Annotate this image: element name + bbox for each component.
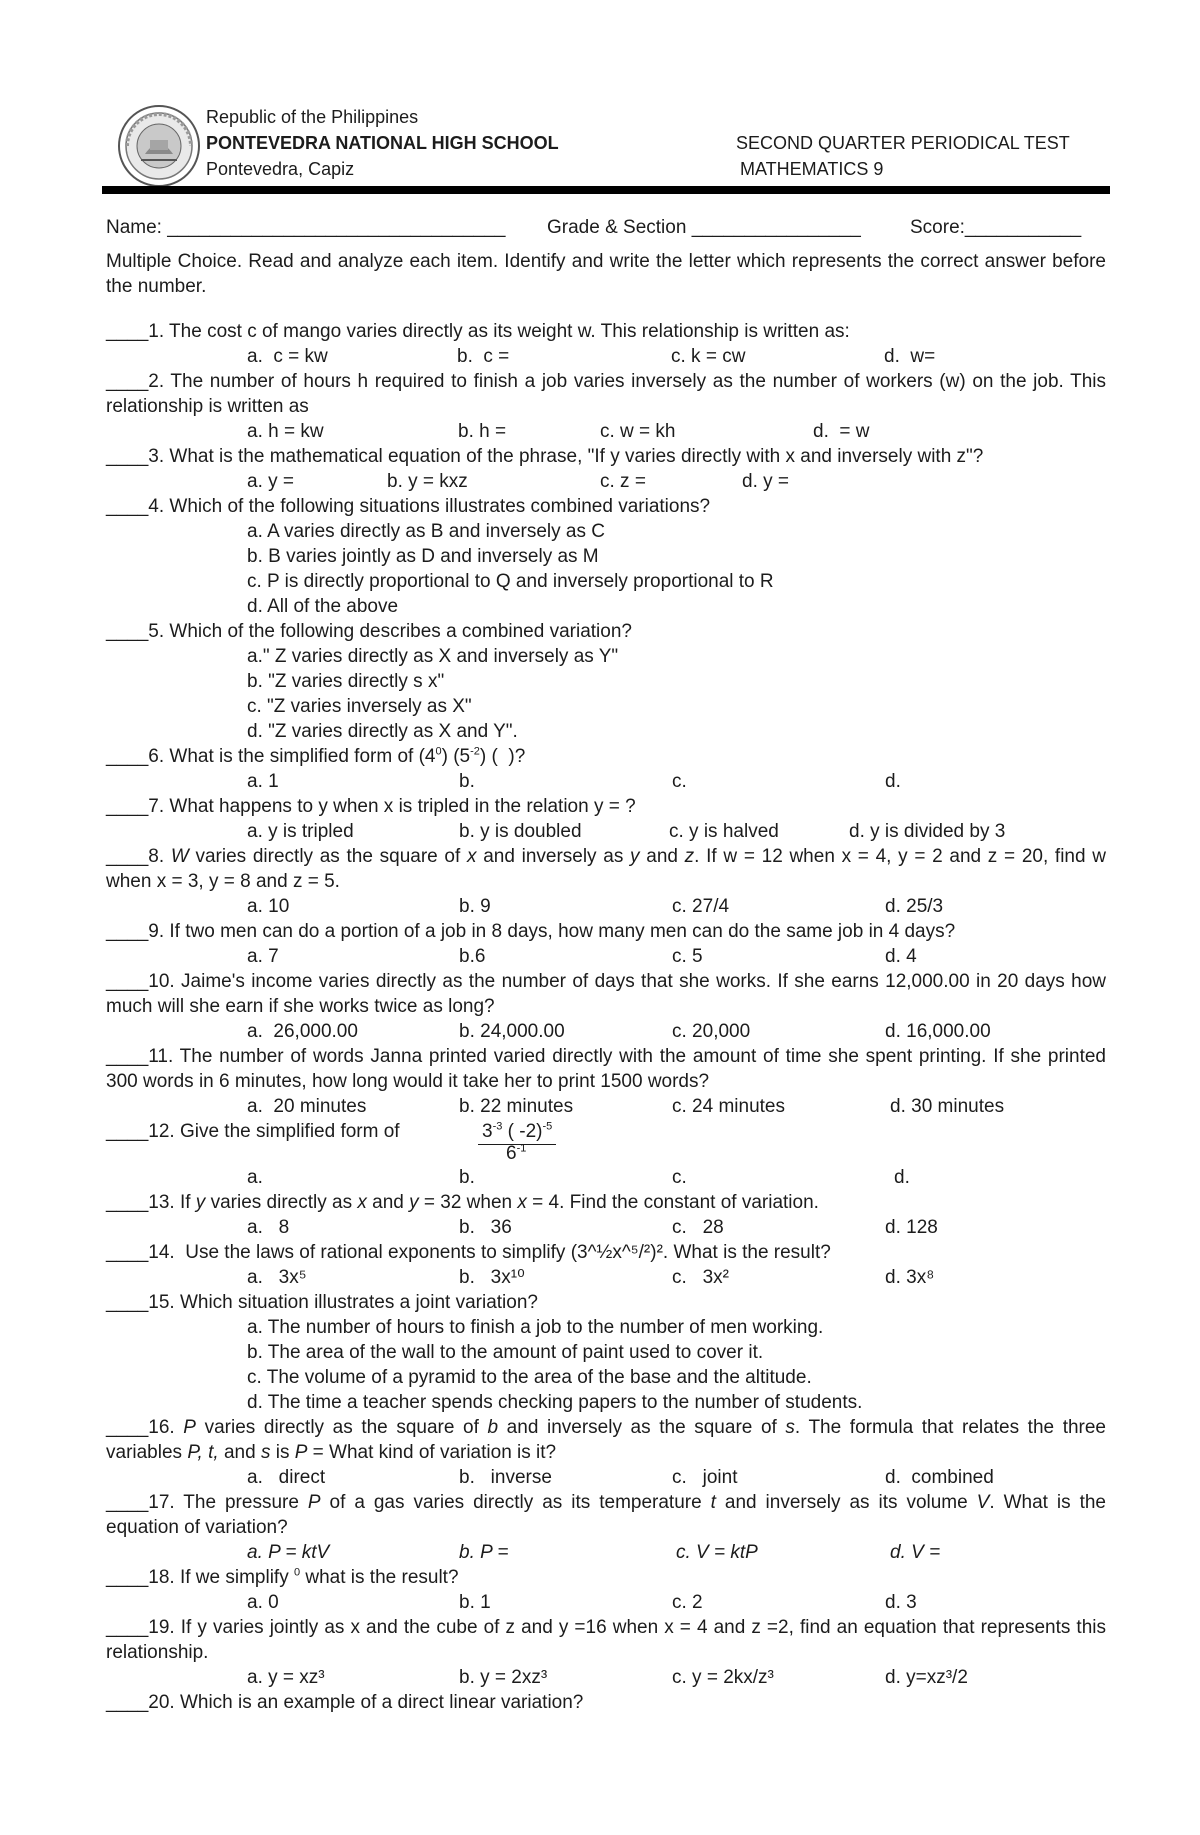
option-c: c. "Z varies inversely as X" <box>247 696 472 717</box>
option-c: c. <box>672 771 687 792</box>
school-address: Pontevedra, Capiz <box>206 159 355 179</box>
q16-var-p: P <box>183 1417 196 1438</box>
question-8 <box>106 844 1106 894</box>
options-3 <box>106 469 1106 494</box>
option-a: a." Z varies directly as X and inversely as Y" <box>247 646 619 667</box>
q17-text-3: and inversely as its volume <box>715 1492 977 1513</box>
question-17 <box>106 1490 1106 1540</box>
q8-var-y: y <box>630 846 640 867</box>
q6-text-2: ) (5 <box>441 746 471 767</box>
option-a: a. The number of hours to finish a job to the number of men working. <box>247 1317 824 1338</box>
option-c: c. k = cw <box>671 346 746 367</box>
option-b: b. 24,000.00 <box>459 1021 565 1042</box>
question-9: ____9. If two men can do a portion of a job in 8 days, how many men can do the same job in 4 days? <box>106 921 956 942</box>
question-15: ____15. Which situation illustrates a joint variation? <box>106 1292 538 1313</box>
option-c: c. P is directly proportional to Q and inversely proportional to R <box>247 571 774 592</box>
option-b: b. <box>459 1167 475 1188</box>
option-b: b. 3x¹⁰ <box>459 1267 525 1288</box>
q12-denominator <box>506 1141 526 1166</box>
q13-var-x2: x <box>517 1192 527 1213</box>
question-11: ____11. The number of words Janna printed varied directly with the amount of time she spent printing. If she printed 300 words in 6 minutes, how long would it take her to print 1500 words? <box>106 1046 1106 1092</box>
question-6 <box>106 744 1106 769</box>
option-a: a. 10 <box>247 896 290 917</box>
school-info <box>206 104 559 182</box>
q8-text-5: . If w = 12 when x = 4, y = 2 and z = 20, find w when x = 3, y = 8 and z = 5. <box>106 846 1106 892</box>
option-c: c. 20,000 <box>672 1021 751 1042</box>
option-c: c. w = kh <box>600 421 676 442</box>
q6-exponent-2: -2 <box>470 745 480 758</box>
question-4: ____4. Which of the following situations illustrates combined variations? <box>106 496 711 517</box>
option-b: b. y = kxz <box>387 471 468 492</box>
options-17 <box>106 1540 1106 1565</box>
question-18 <box>106 1565 1106 1590</box>
options-1 <box>106 344 1106 369</box>
option-d: d. "Z varies directly as X and Y". <box>247 721 518 742</box>
option-d: d. All of the above <box>247 596 399 617</box>
q13-text-1: ____13. If <box>106 1192 196 1213</box>
q12-den-base: 6 <box>506 1143 517 1164</box>
q18-text-2: what is the result? <box>300 1567 459 1588</box>
option-b: b. 9 <box>459 896 491 917</box>
q8-var-w: W <box>170 846 189 867</box>
options-10 <box>106 1019 1106 1044</box>
q13-text-5: = 4. Find the constant of variation. <box>526 1192 819 1213</box>
q6-text-3: ) ( )? <box>479 746 526 767</box>
option-b: b. "Z varies directly s x" <box>247 671 445 692</box>
option-c: c. z = <box>600 471 646 492</box>
test-title: SECOND QUARTER PERIODICAL TEST <box>736 133 1070 153</box>
option-d: d. 3x⁸ <box>885 1267 935 1288</box>
test-subject: MATHEMATICS 9 <box>740 159 884 179</box>
grade-section-field[interactable]: Grade & Section ________________ <box>547 217 861 238</box>
q6-text-1: ____6. What is the simplified form of (4 <box>106 746 436 767</box>
q8-text-4: and <box>639 846 685 867</box>
option-c: c. <box>672 1167 687 1188</box>
question-3: ____3. What is the mathematical equation of the phrase, "If y varies directly with x and inversely with z"? <box>106 446 984 467</box>
option-a: a. A varies directly as B and inversely as C <box>247 521 605 542</box>
option-b: b. The area of the wall to the amount of paint used to cover it. <box>247 1342 764 1363</box>
test-info <box>736 130 1070 182</box>
option-c: c. V = ktP <box>676 1542 758 1563</box>
option-a: a. 26,000.00 <box>247 1021 358 1042</box>
option-c: c. 3x² <box>672 1267 730 1288</box>
option-a: a. 0 <box>247 1592 279 1613</box>
options-12 <box>106 1165 1106 1190</box>
option-d: d. w= <box>884 346 936 367</box>
header-divider <box>102 186 1110 194</box>
q12-den-exp: -1 <box>516 1142 527 1155</box>
option-b: b. B varies jointly as D and inversely as M <box>247 546 599 567</box>
question-12 <box>106 1119 1106 1165</box>
q13-text-4: = 32 when <box>418 1192 518 1213</box>
q8-text-1: ____8. <box>106 846 171 867</box>
option-b: b.6 <box>459 946 486 967</box>
option-c: c. 24 minutes <box>672 1096 785 1117</box>
q17-var-t: t <box>710 1492 716 1513</box>
option-a: a. h = kw <box>247 421 324 442</box>
q16-vars: P, t, <box>187 1442 219 1463</box>
q8-var-z: z <box>684 846 695 867</box>
q13-var-y: y <box>195 1192 206 1213</box>
q18-exponent: 0 <box>293 1566 301 1579</box>
option-c: c. 27/4 <box>672 896 730 917</box>
option-b: b. 36 <box>459 1217 512 1238</box>
school-name: PONTEVEDRA NATIONAL HIGH SCHOOL <box>206 133 559 153</box>
option-b: b. inverse <box>459 1467 552 1488</box>
option-d: d. combined <box>885 1467 994 1488</box>
q17-var-v: V <box>976 1492 990 1513</box>
option-b: b. h = <box>458 421 507 442</box>
question-2: ____2. The number of hours h required to finish a job varies inversely as the number of workers (w) on the job. This relationship is written as <box>106 371 1106 417</box>
q16-text-1: ____16. <box>106 1417 184 1438</box>
options-18 <box>106 1590 1106 1615</box>
option-a: a. direct <box>247 1467 326 1488</box>
school-seal-icon <box>117 104 201 188</box>
q16-var-b: b <box>487 1417 499 1438</box>
q16-text-2: varies directly as the square of <box>195 1417 488 1438</box>
header <box>115 104 1110 192</box>
option-c: c. 2 <box>672 1592 703 1613</box>
options-14 <box>106 1265 1106 1290</box>
option-b: b. <box>459 771 475 792</box>
instructions: Multiple Choice. Read and analyze each item. Identify and write the letter which represents the correct answer before the number. <box>106 251 1106 297</box>
option-a: a. 1 <box>247 771 279 792</box>
republic-label: Republic of the Philippines <box>206 107 419 127</box>
option-c: c. 28 <box>672 1217 724 1238</box>
question-7: ____7. What happens to y when x is tripled in the relation y = ? <box>106 796 636 817</box>
option-c: c. y is halved <box>669 821 779 842</box>
option-d: d. <box>894 1167 910 1188</box>
q12-num-base: 3 <box>482 1121 493 1142</box>
student-info-line <box>106 215 1106 243</box>
score-field[interactable]: Score:___________ <box>910 217 1082 238</box>
options-7 <box>106 819 1106 844</box>
option-a: a. 3x⁵ <box>247 1267 307 1288</box>
q13-var-x: x <box>357 1192 367 1213</box>
option-d: d. The time a teacher spends checking papers to the number of students. <box>247 1392 863 1413</box>
option-d: d. = w <box>813 421 870 442</box>
option-d: d. y=xz³/2 <box>885 1667 968 1688</box>
option-d: d. 4 <box>885 946 917 967</box>
q12-num-mid: ( -2) <box>502 1121 543 1142</box>
q16-var-s: s <box>785 1417 795 1438</box>
option-a: a. 8 <box>247 1217 290 1238</box>
q12-num-exp-1: -3 <box>492 1120 503 1133</box>
option-b: b. 22 minutes <box>459 1096 574 1117</box>
option-d: d. V = <box>890 1542 941 1563</box>
option-d: d. <box>885 771 901 792</box>
option-a: a. y = xz³ <box>247 1667 325 1688</box>
options-19 <box>106 1665 1106 1690</box>
q12-stem: ____12. Give the simplified form of <box>106 1121 400 1142</box>
option-b: b. c = <box>457 346 510 367</box>
option-a: a. P = ktV <box>247 1542 330 1563</box>
q16-var-s2: s <box>260 1442 271 1463</box>
question-13 <box>106 1190 1106 1215</box>
q16-text-6: is <box>270 1442 295 1463</box>
q17-text-4: . What is the equation of variation? <box>106 1492 1106 1538</box>
option-b: b. P = <box>459 1542 509 1563</box>
option-c: c. y = 2kx/z³ <box>672 1667 774 1688</box>
option-a: a. c = kw <box>247 346 328 367</box>
options-2 <box>106 419 1106 444</box>
option-d: d. 25/3 <box>885 896 944 917</box>
q12-num-exp-2: -5 <box>542 1120 553 1133</box>
q16-text-3: and inversely as the square of <box>498 1417 786 1438</box>
exam-content <box>106 215 1106 1715</box>
option-b: b. y = 2xz³ <box>459 1667 548 1688</box>
name-field[interactable]: Name: ________________________________ <box>106 217 506 238</box>
q6-exponent-1: 0 <box>435 745 442 758</box>
option-d: d. y is divided by 3 <box>849 821 1006 842</box>
option-c: c. The volume of a pyramid to the area of the base and the altitude. <box>247 1367 812 1388</box>
option-d: d. y = <box>742 471 789 492</box>
q13-text-3: and <box>366 1192 410 1213</box>
option-d: d. 3 <box>885 1592 917 1613</box>
option-d: d. 16,000.00 <box>885 1021 991 1042</box>
question-20: ____20. Which is an example of a direct linear variation? <box>106 1692 584 1713</box>
question-5: ____5. Which of the following describes a combined variation? <box>106 621 632 642</box>
q8-text-2: varies directly as the square of <box>188 846 467 867</box>
option-d: d. 128 <box>885 1217 938 1238</box>
option-a: a. 20 minutes <box>247 1096 367 1117</box>
option-b: b. y is doubled <box>459 821 582 842</box>
q16-var-p2: P <box>294 1442 308 1463</box>
question-10: ____10. Jaime's income varies directly as the number of days that she works. If she earns 12,000.00 in 20 days how much will she earn if she works twice as long? <box>106 971 1106 1017</box>
q13-var-y2: y <box>409 1192 419 1213</box>
question-19: ____19. If y varies jointly as x and the cube of z and y =16 when x = 4 and z =2, find an equation that represents this relationship. <box>106 1617 1106 1663</box>
option-a: a. y = <box>247 471 294 492</box>
question-1: ____1. The cost c of mango varies directly as its weight w. This relationship is written as: <box>106 321 850 342</box>
option-d: d. 30 minutes <box>890 1096 1005 1117</box>
q17-var-p: P <box>307 1492 321 1513</box>
option-a: a. y is tripled <box>247 821 354 842</box>
q16-text-7: = What kind of variation is it? <box>307 1442 557 1463</box>
q17-text-1: ____17. The pressure <box>106 1492 308 1513</box>
q16-text-5: and <box>218 1442 261 1463</box>
option-c: c. joint <box>672 1467 738 1488</box>
q8-text-3: and inversely as <box>476 846 631 867</box>
option-a: a. <box>247 1167 263 1188</box>
question-16 <box>106 1415 1106 1465</box>
option-a: a. 7 <box>247 946 279 967</box>
q8-var-x: x <box>466 846 477 867</box>
options-8 <box>106 894 1106 919</box>
q16-text-4: . The formula that relates the three variables <box>106 1417 1106 1463</box>
options-9 <box>106 944 1106 969</box>
options-6 <box>106 769 1106 794</box>
option-b: b. 1 <box>459 1592 491 1613</box>
q17-text-2: of a gas varies directly as its temperature <box>320 1492 711 1513</box>
options-11 <box>106 1094 1106 1119</box>
options-13 <box>106 1215 1106 1240</box>
q13-text-2: varies directly as <box>205 1192 358 1213</box>
question-14: ____14. Use the laws of rational exponents to simplify (3^½x^⁵/²)². What is the result? <box>106 1242 831 1263</box>
option-c: c. 5 <box>672 946 703 967</box>
options-16 <box>106 1465 1106 1490</box>
q18-text-1: ____18. If we simplify <box>106 1567 294 1588</box>
